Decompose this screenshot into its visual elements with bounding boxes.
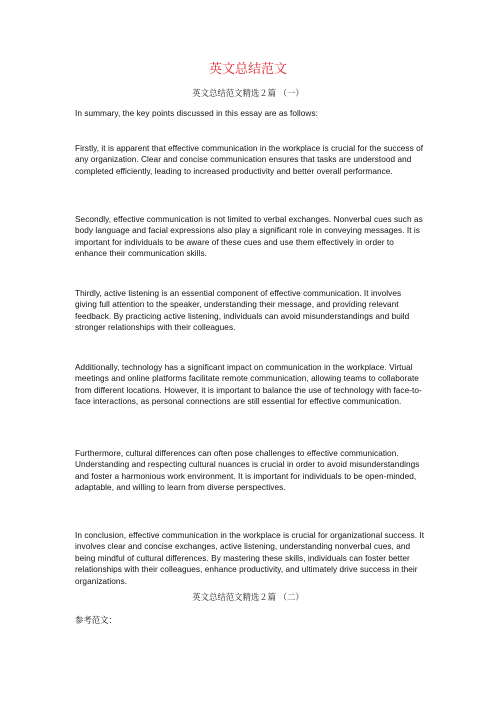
- paragraph-thirdly: Thirdly, active listening is an essential component of effective communication. It involves giving full attention to the speaker, understanding their message, and providing relevant feedback. By practicing active listening, individuals can avoid misunderstandings and build stronger relationships with their colleagues.: [75, 289, 410, 333]
- paragraph-intro: In summary, the key points discussed in this essay are as follows:: [75, 109, 318, 118]
- paragraph-conclusion: In conclusion, effective communication in the workplace is crucial for organizational success. It involves clear and concise exchanges, active listening, understanding nonverbal cues, and being mindful of cultural differences. By mastering these skills, individuals can foster better relationships with their colleagues, enhance productivity, and ultimately drive success in their organizations.: [75, 531, 425, 586]
- paragraph-furthermore: Furthermore, cultural differences can often pose challenges to effective communication. Understanding and respecting cultural nuances is crucial in order to avoid misunderstandings and foster a harmonious work environment. It is important for individuals to be open-minded, adaptable, and willing to learn from diverse perspectives.: [75, 449, 420, 493]
- document-title: 英文总结范文: [208, 62, 287, 77]
- section-heading-2: 英文总结范文精选２篇 （二）: [192, 592, 304, 602]
- section-heading-1: 英文总结范文精选２篇 （一）: [192, 88, 304, 98]
- paragraph-secondly: Secondly, effective communication is not limited to verbal exchanges. Nonverbal cues such as body language and facial expressions also play a significant role in conveying messages. It is important for individuals to be aware of these cues and use them effectively in order to enhance their communication skills.: [75, 215, 423, 259]
- reference-label: 参考范文：: [75, 615, 117, 625]
- paragraph-additionally: Additionally, technology has a significant impact on communication in the workplace. Virtual meetings and online platforms facilitate remote communication, allowing teams to collaborate from different locations. However, it is important to balance the use of technology with face-to-face interactions, as personal connections are still essential for effective communication.: [75, 363, 422, 407]
- paragraph-firstly: Firstly, it is apparent that effective communication in the workplace is crucial for the success of any organization. Clear and concise communication ensures that tasks are understood and completed efficiently, leading to increased productivity and better overall performance.: [75, 144, 424, 176]
